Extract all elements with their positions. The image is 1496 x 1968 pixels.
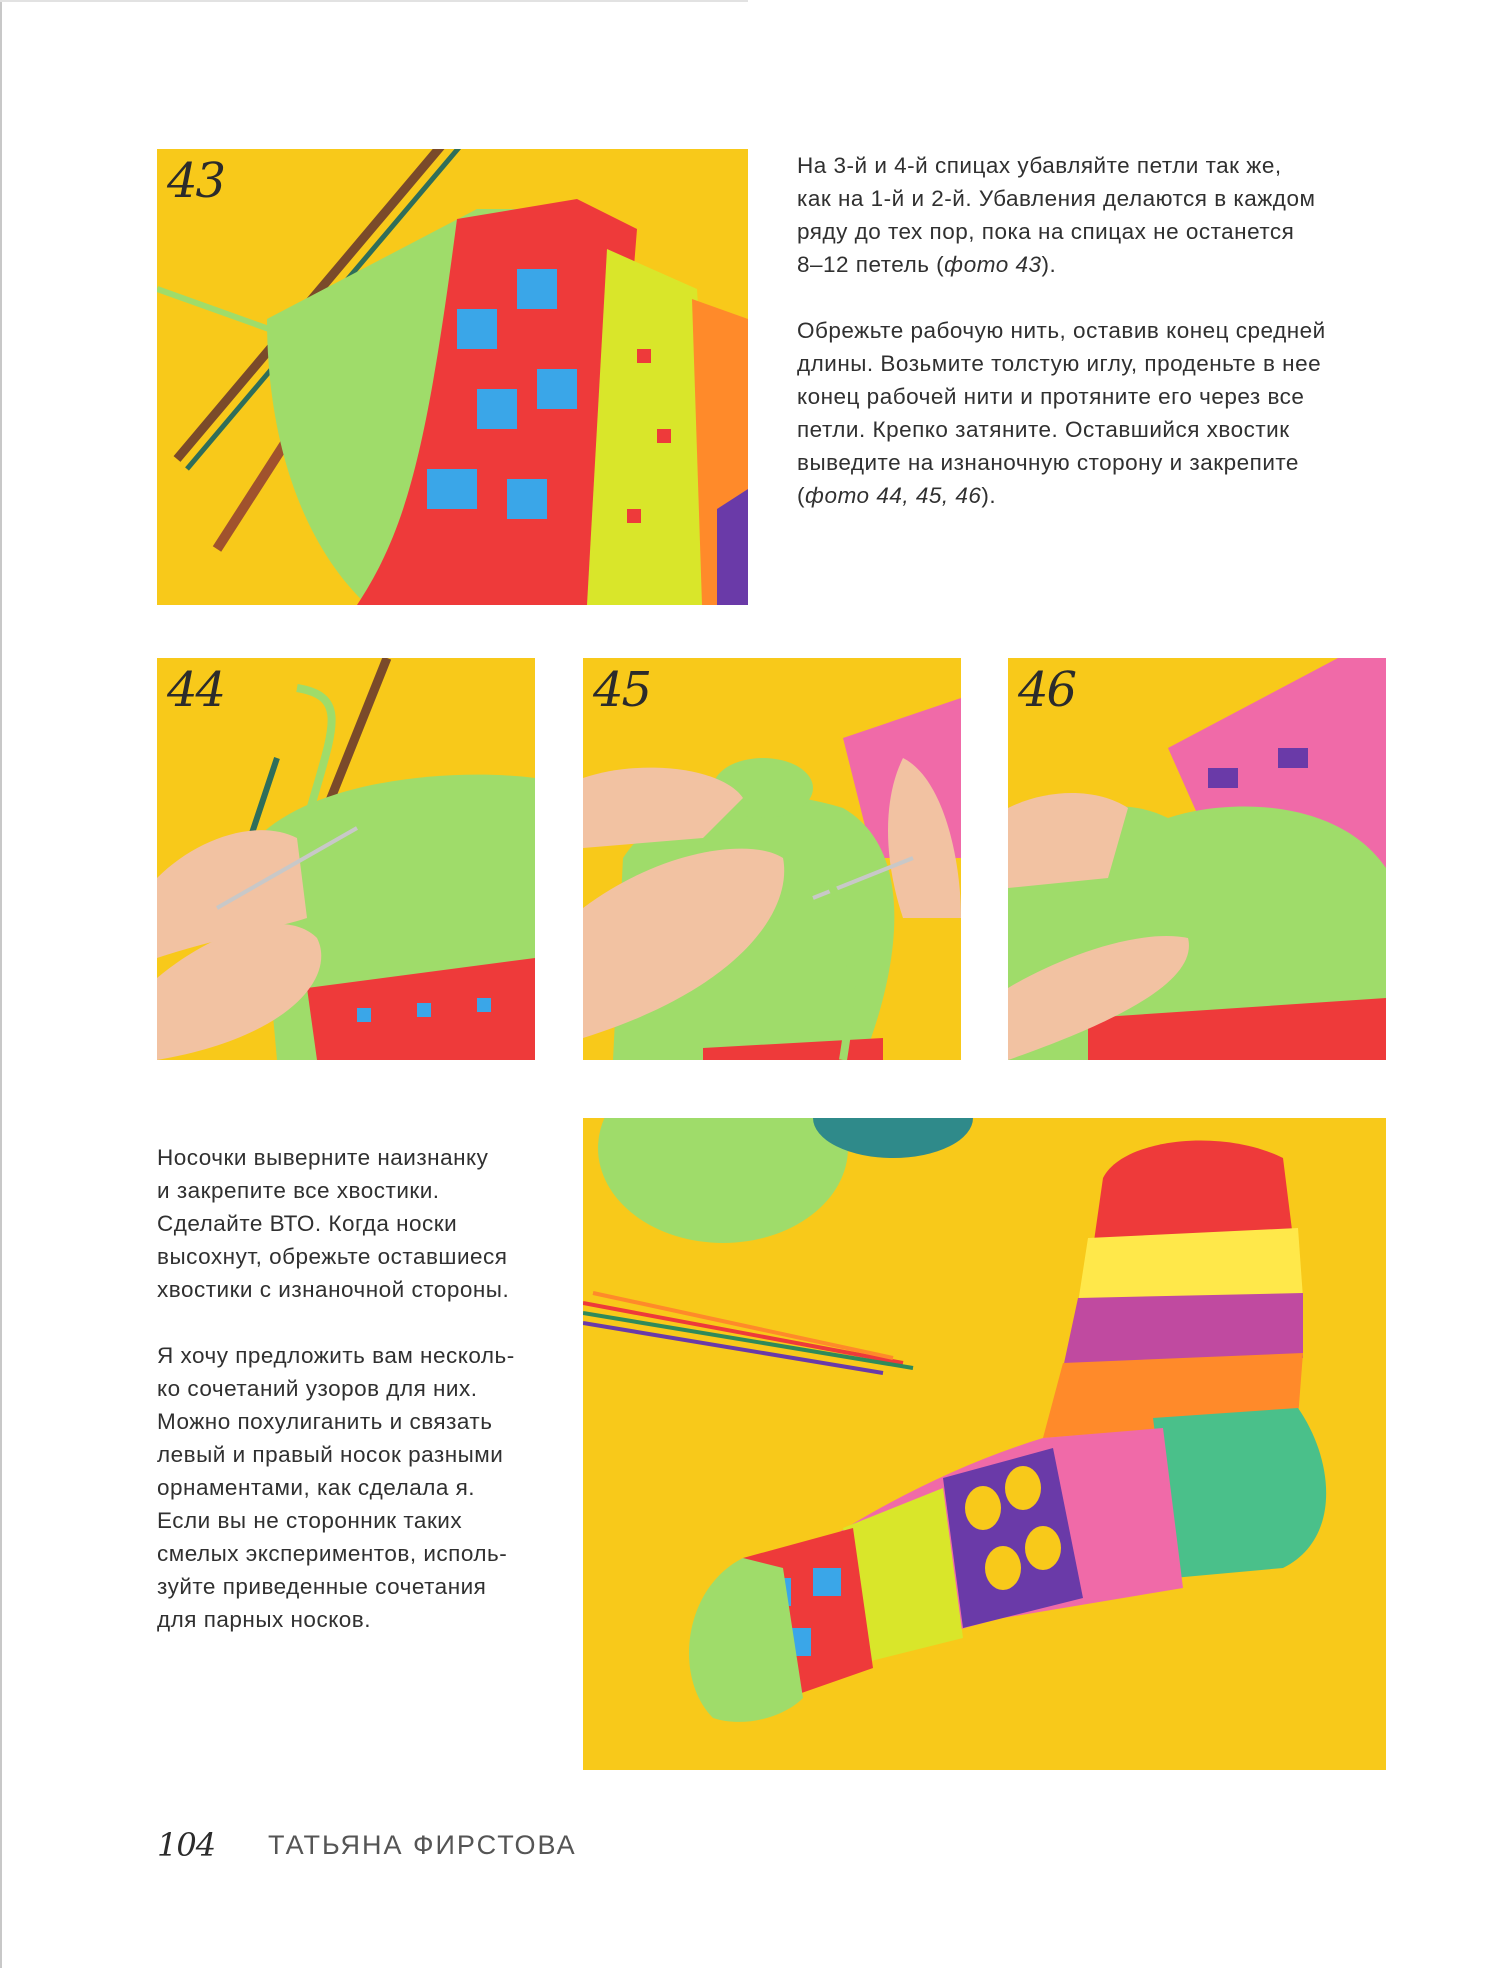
text-line: длины. Возьмите толстую иглу, проденьте в нее	[797, 351, 1322, 376]
text-line: ряду до тех пор, пока на спицах не останется	[797, 219, 1295, 244]
text-line: и закрепите все хвостики.	[157, 1178, 440, 1203]
text-line: Я хочу предложить вам несколь-	[157, 1343, 515, 1368]
photo-45	[583, 658, 961, 1060]
text-line: петли. Крепко затяните. Оставшийся хвостик	[797, 417, 1290, 442]
photo-reference: фото 43	[944, 252, 1042, 277]
photo-46-illustration	[1008, 658, 1386, 1060]
text-line: ко сочетаний узоров для них.	[157, 1376, 478, 1401]
instructions-top-right	[797, 149, 1457, 512]
text-line: Можно похулиганить и связать	[157, 1409, 493, 1434]
text-line: Сделайте ВТО. Когда носки	[157, 1211, 458, 1236]
text-line: ).	[1041, 252, 1057, 277]
text-line: ).	[981, 483, 997, 508]
photo-45-illustration	[583, 658, 961, 1060]
photo-43-illustration	[157, 149, 748, 605]
text-line: выведите на изнаночную сторону и закрепите	[797, 450, 1299, 475]
text-line: Носочки выверните наизнанку	[157, 1145, 489, 1170]
page-number: 104	[157, 1826, 216, 1864]
text-line: зуйте приведенные сочетания	[157, 1574, 487, 1599]
photo-finished-sock	[583, 1118, 1386, 1770]
page-edge-rule	[0, 0, 2, 1968]
page-top-rule	[0, 0, 748, 2]
text-line: конец рабочей нити и протяните его через все	[797, 384, 1305, 409]
photo-44-illustration	[157, 658, 535, 1060]
photo-46-number: 46	[1018, 662, 1076, 718]
author-name: ТАТЬЯНА ФИРСТОВА	[268, 1830, 577, 1860]
instructions-bottom-left	[157, 1141, 557, 1636]
text-line: хвостики с изнаночной стороны.	[157, 1277, 510, 1302]
text-line: 8–12 петель (	[797, 252, 945, 277]
photo-43	[157, 149, 748, 605]
text-line: для парных носков.	[157, 1607, 372, 1632]
finished-sock-illustration	[583, 1118, 1386, 1770]
photo-44	[157, 658, 535, 1060]
finishing-paragraph	[157, 1141, 557, 1306]
photo-reference: фото 44, 45, 46	[805, 483, 982, 508]
text-line: (	[797, 483, 805, 508]
text-line: Обрежьте рабочую нить, оставив конец средней	[797, 318, 1326, 343]
text-line: На 3-й и 4-й спицах убавляйте петли так же,	[797, 153, 1282, 178]
photo-46	[1008, 658, 1386, 1060]
photo-44-number: 44	[167, 662, 225, 718]
photo-43-number: 43	[167, 153, 225, 209]
text-line: смелых экспериментов, исполь-	[157, 1541, 508, 1566]
instruction-paragraph-2	[797, 314, 1457, 512]
text-line: высохнут, обрежьте оставшиеся	[157, 1244, 508, 1269]
text-line: орнаментами, как сделала я.	[157, 1475, 476, 1500]
text-line: левый и правый носок разными	[157, 1442, 504, 1467]
instruction-paragraph-1	[797, 149, 1457, 281]
suggestion-paragraph	[157, 1339, 557, 1636]
text-line: как на 1-й и 2-й. Убавления делаются в каждом	[797, 186, 1316, 211]
photo-45-number: 45	[593, 662, 651, 718]
text-line: Если вы не сторонник таких	[157, 1508, 463, 1533]
